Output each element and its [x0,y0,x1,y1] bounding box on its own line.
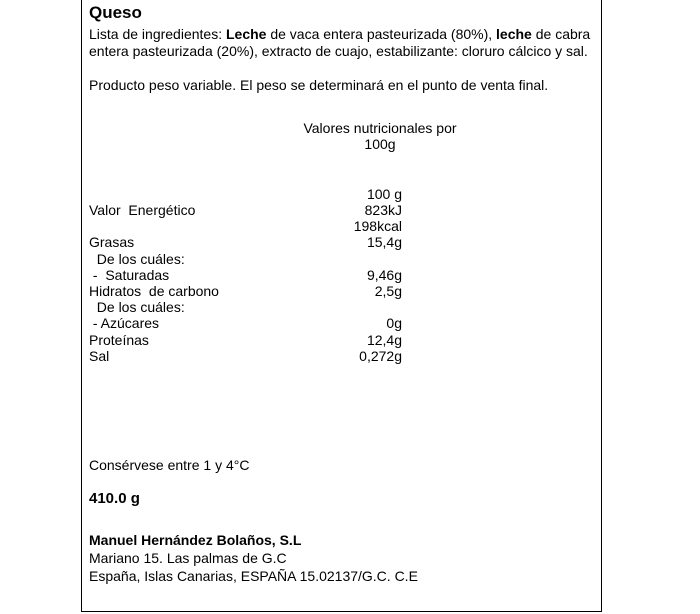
nutrition-row-value: 0g [386,315,402,331]
nutrition-row-value: 823kJ [364,202,402,218]
nutrition-row-label: De los cuáles: [89,299,185,315]
ingredients-line-2: entera pasteurizada (20%), extracto de cuajo, estabilizante: cloruro cálcico y sal. [89,43,588,59]
nutrition-row-value: 2,5g [374,283,402,299]
nutrition-header-line-1: Valores nutricionales por [303,120,457,136]
storage-instructions: Consérvese entre 1 y 4°C [89,457,250,473]
nutrition-row-label: De los cuáles: [89,251,185,267]
nutrition-row-label: Hidratos de carbono [89,283,219,299]
nutrition-header-line-2: 100g [364,136,396,152]
nutrition-row-label: Sal [89,348,110,364]
ingredients-mid: de vaca entera pasteurizada (80%), [266,26,497,42]
ingredients-line-1 [89,26,590,42]
product-title: Queso [89,3,142,22]
nutrition-row-label: - Azúcares [89,315,160,331]
nutrition-row-label: Proteínas [89,332,149,348]
nutrition-row-value: 198kcal [353,218,402,234]
nutrition-row-value: 9,46g [366,267,402,283]
nutrition-row-label: Grasas [89,234,135,250]
net-weight: 410.0 g [89,490,140,507]
manufacturer-name: Manuel Hernández Bolaños, S.L [89,532,302,548]
nutrition-row-value: 15,4g [366,234,402,250]
manufacturer-address-1: Mariano 15. Las palmas de G.C [89,550,287,566]
allergen-leche-2: leche [496,26,532,42]
nutrition-row-label: - Saturadas [89,267,170,283]
weight-note: Producto peso variable. El peso se determinará en el punto de venta final. [89,77,549,93]
ingredients-prefix: Lista de ingredientes: [89,26,226,42]
nutrition-row-label: Valor Energético [89,202,196,218]
nutrition-column-header: 100 g [366,186,402,202]
manufacturer-address-2: España, Islas Canarias, ESPAÑA 15.02137/G.C. C.E [89,568,418,584]
allergen-leche-1: Leche [225,26,267,42]
nutrition-row-value: 12,4g [366,332,402,348]
nutrition-row-value: 0,272g [359,348,402,364]
ingredients-suffix: de cabra [531,26,591,42]
